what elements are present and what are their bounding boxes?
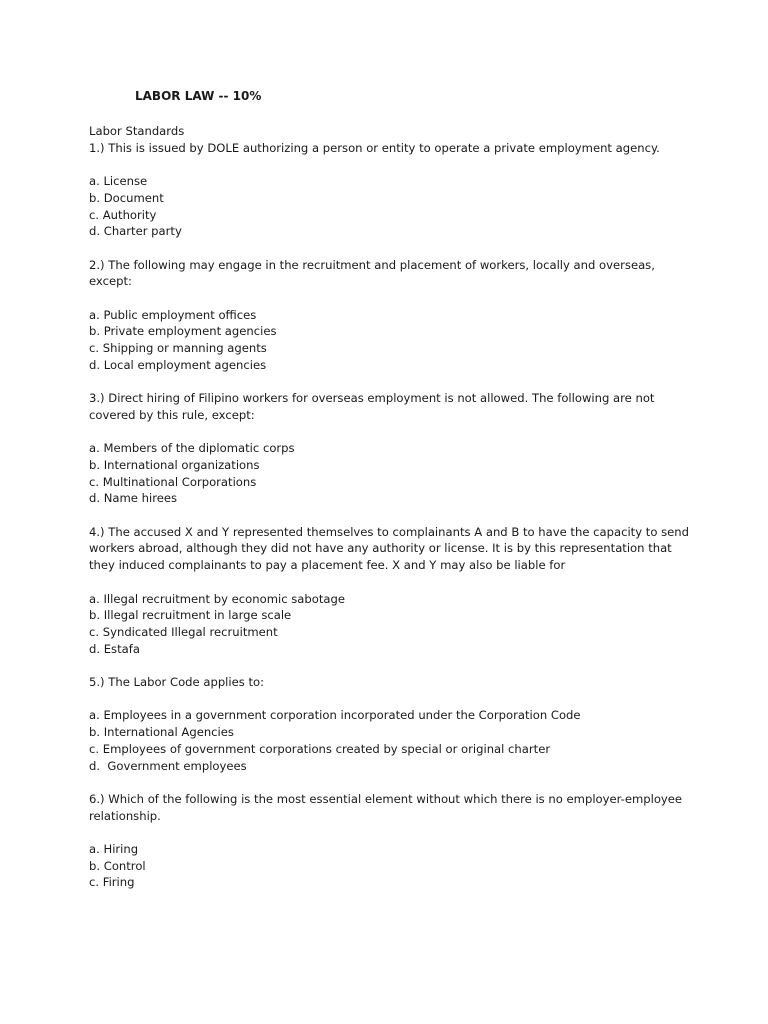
answer-option: c. Syndicated Illegal recruitment (89, 624, 278, 639)
answer-option: a. Members of the diplomatic corps (89, 441, 295, 456)
question-4 (89, 524, 689, 658)
document-title: LABOR LAW -- 10% (135, 89, 262, 103)
question-stem: 1.) This is issued by DOLE authorizing a person or entity to operate a private employment agency. (89, 140, 660, 155)
answer-option: c. Shipping or manning agents (89, 341, 267, 356)
document-content (89, 123, 689, 908)
answer-option: c. Employees of government corporations created by special or original charter (89, 741, 551, 756)
answer-option: a. Public employment offices (89, 307, 257, 322)
question-2 (89, 257, 689, 374)
question-3 (89, 390, 689, 507)
answer-options (89, 707, 689, 774)
answer-option: b. International Agencies (89, 725, 234, 740)
question-6 (89, 791, 689, 891)
answer-option: d. Charter party (89, 224, 182, 239)
question-stem: 3.) Direct hiring of Filipino workers for overseas employment is not allowed. The following are not covered by this rule, except: (89, 391, 655, 422)
answer-option: d. Estafa (89, 641, 140, 656)
section-heading: Labor Standards (89, 124, 185, 138)
answer-option: a. Hiring (89, 842, 139, 857)
answer-options (89, 591, 689, 658)
question-stem: 2.) The following may engage in the recruitment and placement of workers, locally and overseas, except: (89, 257, 655, 289)
answer-option: d. Name hirees (89, 491, 178, 506)
answer-option: a. License (89, 174, 148, 189)
answer-options (89, 307, 689, 374)
question-5 (89, 674, 689, 774)
answer-option: b. Illegal recruitment in large scale (89, 608, 292, 623)
answer-option: c. Firing (89, 875, 135, 890)
answer-option: b. Document (89, 190, 164, 205)
answer-option: d. Government employees (89, 758, 247, 773)
answer-option: d. Local employment agencies (89, 357, 267, 372)
answer-options (89, 841, 689, 891)
answer-option: b. Private employment agencies (89, 324, 277, 339)
answer-options (89, 173, 689, 240)
answer-option: b. International organizations (89, 457, 260, 472)
answer-option: a. Employees in a government corporation incorporated under the Corporation Code (89, 708, 581, 723)
question-1 (89, 140, 689, 240)
question-stem: 6.) Which of the following is the most essential element without which there is no employer-employee relationship. (89, 791, 683, 823)
answer-options (89, 440, 689, 507)
answer-option: c. Authority (89, 207, 157, 222)
answer-option: a. Illegal recruitment by economic sabotage (89, 591, 346, 606)
answer-option: c. Multinational Corporations (89, 474, 257, 489)
question-stem: 5.) The Labor Code applies to: (89, 675, 265, 690)
question-stem: 4.) The accused X and Y represented themselves to complainants A and B to have the capacity to send workers abroad, although they did not have any authority or license. It is by this representation that they induced complainants to pay a placement fee. X and Y may also be liable for (89, 524, 689, 573)
answer-option: b. Control (89, 858, 146, 873)
